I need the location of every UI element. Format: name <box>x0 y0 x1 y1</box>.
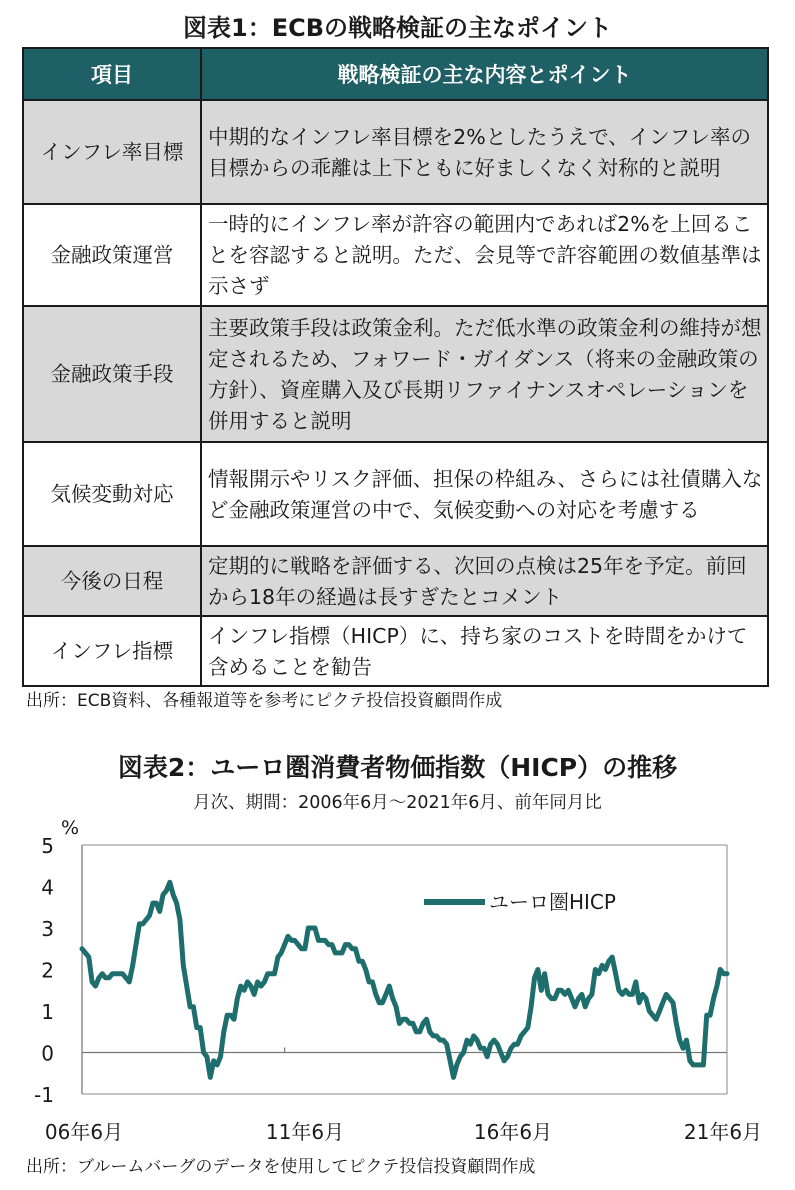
series-line-hicp <box>82 882 727 1077</box>
x-tick-label: 21年6月 <box>683 1120 763 1144</box>
y-tick-label: 4 <box>41 875 54 900</box>
x-tick-label: 11年6月 <box>265 1120 345 1144</box>
hicp-line-chart <box>0 805 795 1150</box>
row-content: 一時的にインフレ率が許容の範囲内であれば2%を上回ることを容認すると説明。ただ、会見等で許容範囲の数値基準は示さず <box>201 204 768 306</box>
y-tick-label: 2 <box>41 958 54 983</box>
y-tick-label: 0 <box>41 1041 54 1066</box>
y-tick-label: 5 <box>41 834 54 858</box>
x-tick-label: 16年6月 <box>473 1120 553 1144</box>
table-row <box>23 616 768 686</box>
y-unit-label: % <box>60 817 79 839</box>
table-row <box>23 442 768 546</box>
y-tick-label: 1 <box>41 1000 54 1024</box>
chart-source: 出所：ブルームバーグのデータを使用してピクテ投信投資顧問作成 <box>26 1157 536 1177</box>
row-item: 金融政策手段 <box>23 306 201 442</box>
table-row <box>23 204 768 306</box>
row-content: 主要政策手段は政策金利。ただ低水準の政策金利の維持が想定されるため、フォワード・ガイダンス（将来の金融政策の方針）、資産購入及び長期リファイナンスオペレーションを併用すると説明 <box>201 306 768 442</box>
table-row <box>23 546 768 616</box>
row-content: 情報開示やリスク評価、担保の枠組み、さらには社債購入など金融政策運営の中で、気候変動への対応を考慮する <box>201 442 768 546</box>
table-source: 出所：ECB資料、各種報道等を参考にピクテ投信投資顧問作成 <box>26 691 503 711</box>
header-content: 戦略検証の主な内容とポイント <box>201 48 768 100</box>
row-content: 定期的に戦略を評価する、次回の点検は25年を予定。前回から18年の経過は長すぎたとコメント <box>201 546 768 616</box>
table-row <box>23 100 768 204</box>
header-item: 項目 <box>23 48 201 100</box>
table-header-row <box>23 48 768 100</box>
chart-subtitle: 月次、期間：2006年6月～2021年6月、前年同月比 <box>193 793 602 813</box>
row-item: 気候変動対応 <box>23 442 201 546</box>
legend-label-hicp: ユーロ圏HICP <box>489 890 616 914</box>
ecb-strategy-table <box>22 47 769 687</box>
row-item: インフレ率目標 <box>23 100 201 204</box>
row-content: インフレ指標（HICP）に、持ち家のコストを時間をかけて含めることを勧告 <box>201 616 768 686</box>
row-item: 金融政策運営 <box>23 204 201 306</box>
chart-title: 図表2：ユーロ圏消費者物価指数（HICP）の推移 <box>117 753 678 782</box>
row-item: 今後の日程 <box>23 546 201 616</box>
y-tick-label: 3 <box>41 917 54 941</box>
row-content: 中期的なインフレ率目標を2%としたうえで、インフレ率の目標からの乖離は上下ともに好ましくなく対称的と説明 <box>201 100 768 204</box>
table-row <box>23 306 768 442</box>
y-tick-label: -1 <box>34 1083 54 1107</box>
row-item: インフレ指標 <box>23 616 201 686</box>
table-title: 図表1：ECBの戦略検証の主なポイント <box>183 14 612 42</box>
x-tick-label: 06年6月 <box>44 1120 124 1144</box>
